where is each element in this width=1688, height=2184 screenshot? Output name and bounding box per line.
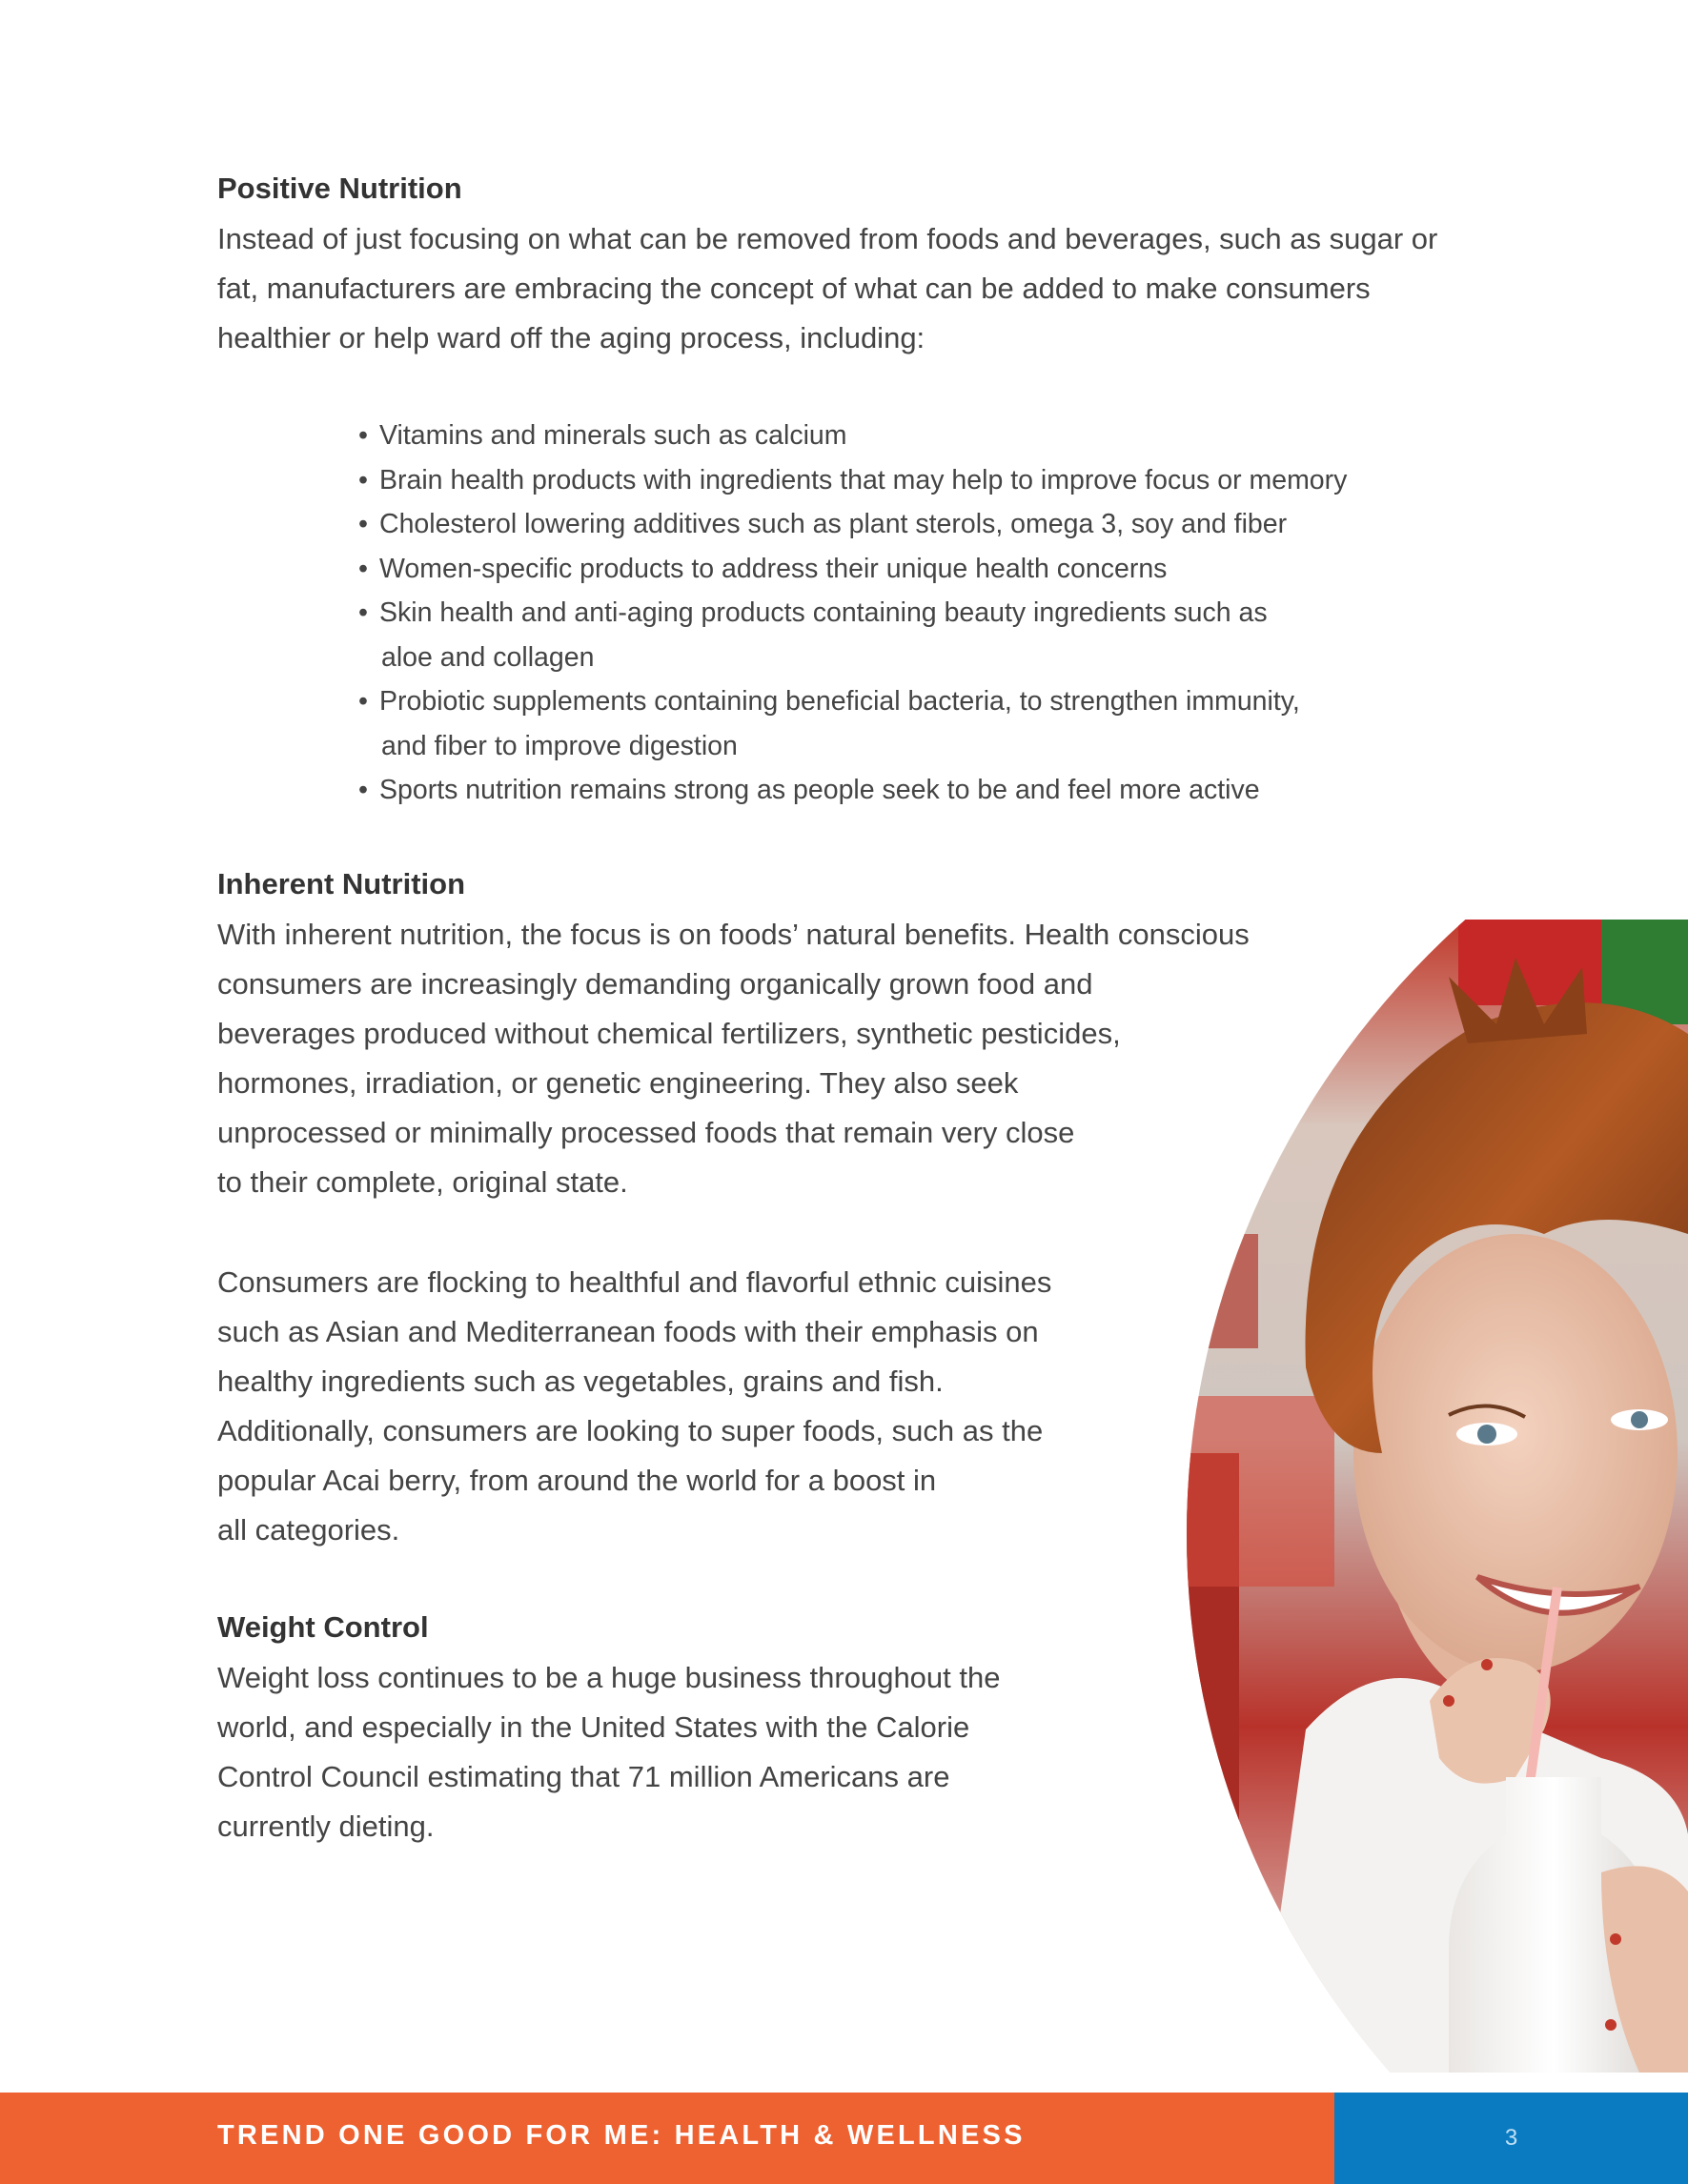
text-line: popular Acai berry, from around the world for a boost in bbox=[217, 1464, 937, 1497]
bullet-icon: • bbox=[358, 597, 368, 628]
bullet-item: • Brain health products with ingredients that may help to improve focus or memory bbox=[358, 458, 1347, 503]
woman-drinking-milk-photo bbox=[1068, 920, 1688, 2073]
bullet-icon: • bbox=[358, 509, 368, 539]
bullet-item: • Cholesterol lowering additives such as plant sterols, omega 3, soy and fiber bbox=[358, 502, 1347, 547]
page-number: 3 bbox=[1504, 2125, 1518, 2151]
text-line: world, and especially in the United States with the Calorie bbox=[217, 1710, 970, 1744]
text-line: such as Asian and Mediterranean foods with their emphasis on bbox=[217, 1315, 1039, 1348]
bullet-continuation: and fiber to improve digestion bbox=[381, 730, 738, 761]
bullet-item: • Vitamins and minerals such as calcium bbox=[358, 414, 1347, 458]
bullet-item: • Women-specific products to address their unique health concerns bbox=[358, 547, 1347, 592]
footer-title: TREND ONE GOOD FOR ME: HEALTH & WELLNESS bbox=[217, 2120, 1026, 2151]
text-line: consumers are increasingly demanding organically grown food and bbox=[217, 967, 1093, 1001]
text-line: beverages produced without chemical fertilizers, synthetic pesticides, bbox=[217, 1017, 1121, 1050]
text-line: healthier or help ward off the aging process, including: bbox=[217, 321, 925, 354]
bullet-item: • Probiotic supplements containing beneficial bacteria, to strengthen immunity, and fiber to improve digestion bbox=[358, 679, 1347, 768]
text-line: all categories. bbox=[217, 1513, 400, 1547]
positive-nutrition-paragraph bbox=[217, 214, 1437, 363]
bullet-icon: • bbox=[358, 686, 368, 717]
text-line: unprocessed or minimally processed foods that remain very close bbox=[217, 1116, 1075, 1149]
section-heading-weight-control: Weight Control bbox=[217, 1610, 429, 1644]
section-heading-positive-nutrition: Positive Nutrition bbox=[217, 172, 462, 205]
text-line: to their complete, original state. bbox=[217, 1165, 628, 1199]
text-line: With inherent nutrition, the focus is on foods’ natural benefits. Health conscious bbox=[217, 918, 1250, 951]
bullet-icon: • bbox=[358, 464, 368, 495]
text-line: Control Council estimating that 71 million Americans are bbox=[217, 1760, 950, 1793]
ethnic-cuisines-paragraph bbox=[217, 1258, 1051, 1555]
bullet-continuation: aloe and collagen bbox=[381, 641, 595, 673]
text-line: Instead of just focusing on what can be removed from foods and beverages, such as sugar or bbox=[217, 222, 1438, 255]
text-line: Weight loss continues to be a huge business throughout the bbox=[217, 1661, 1001, 1694]
positive-nutrition-bullet-list bbox=[358, 414, 1347, 813]
weight-control-paragraph bbox=[217, 1653, 1001, 1851]
bullet-item: • Sports nutrition remains strong as people seek to be and feel more active bbox=[358, 768, 1347, 813]
bullet-icon: • bbox=[358, 553, 368, 584]
text-line: Consumers are flocking to healthful and flavorful ethnic cuisines bbox=[217, 1265, 1052, 1299]
text-line: hormones, irradiation, or genetic engineering. They also seek bbox=[217, 1066, 1019, 1100]
text-line: fat, manufacturers are embracing the concept of what can be added to make consumers bbox=[217, 272, 1371, 305]
text-line: Additionally, consumers are looking to super foods, such as the bbox=[217, 1414, 1044, 1447]
bullet-icon: • bbox=[358, 775, 368, 805]
photo-illustration bbox=[1068, 920, 1688, 2073]
section-heading-inherent-nutrition: Inherent Nutrition bbox=[217, 867, 466, 900]
bullet-item: • Skin health and anti-aging products containing beauty ingredients such as aloe and collagen bbox=[358, 591, 1347, 679]
text-line: currently dieting. bbox=[217, 1810, 435, 1843]
text-line: healthy ingredients such as vegetables, grains and fish. bbox=[217, 1365, 944, 1398]
bullet-icon: • bbox=[358, 420, 368, 451]
